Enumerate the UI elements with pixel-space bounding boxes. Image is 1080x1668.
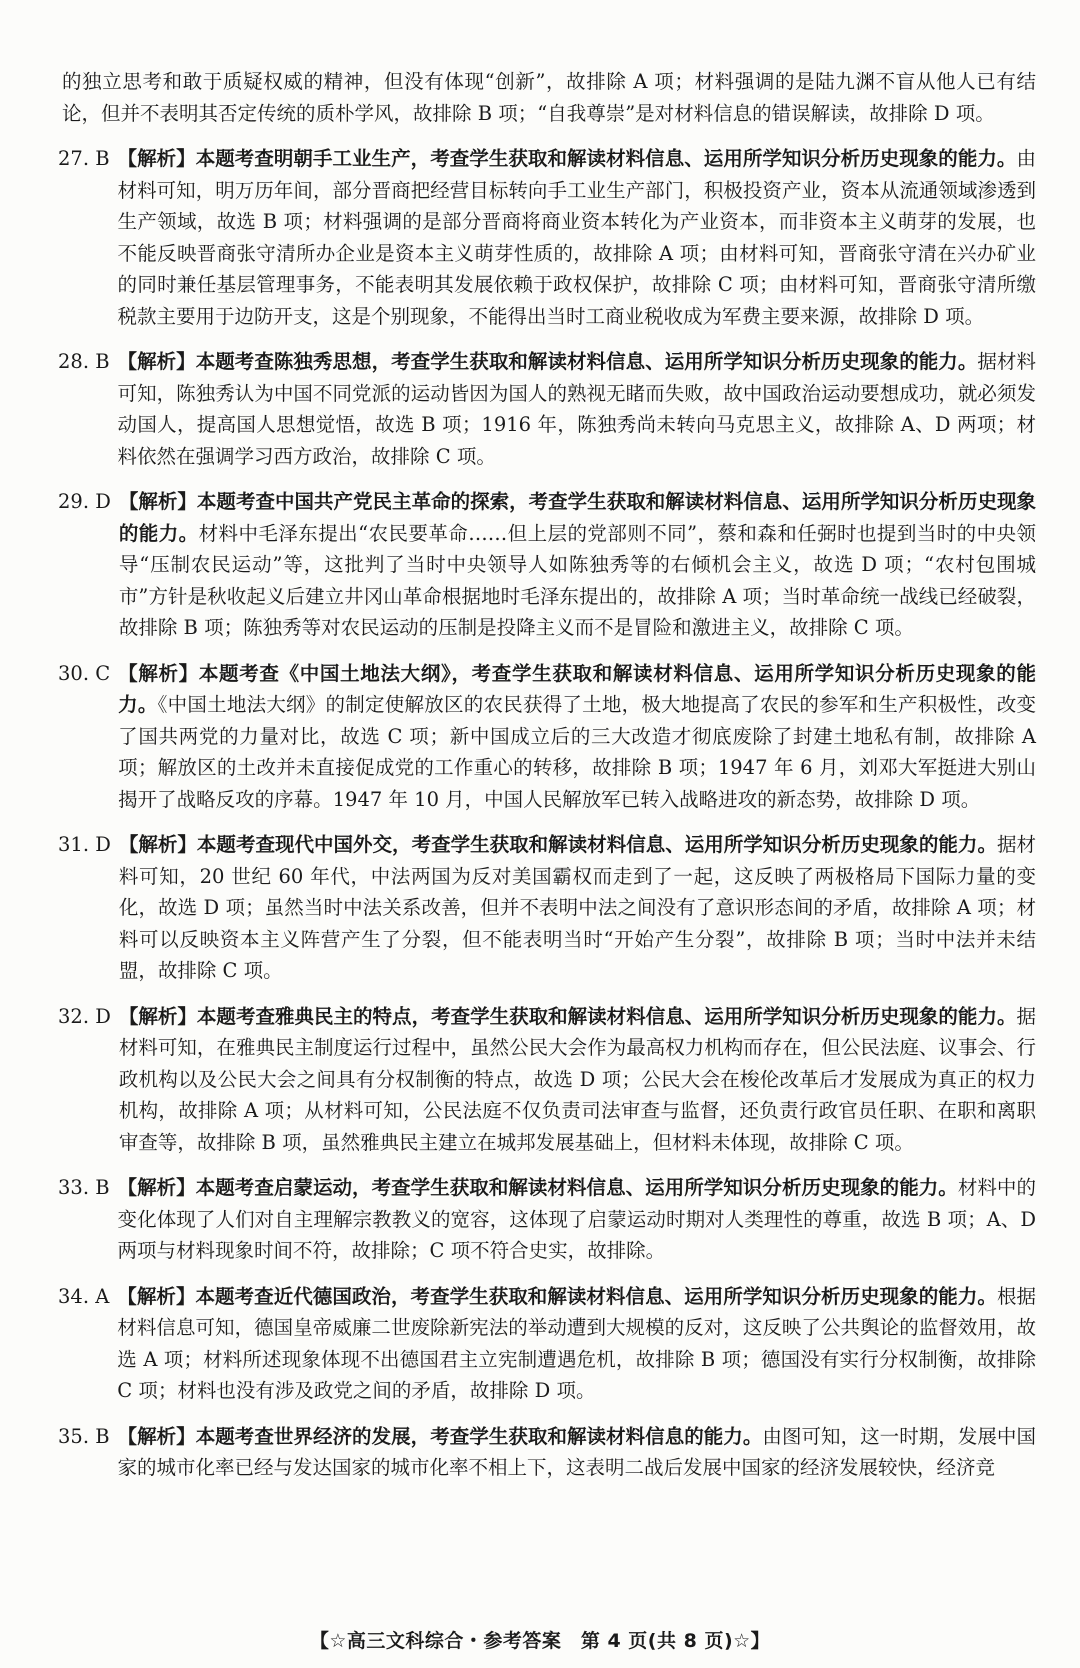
answer-body xyxy=(117,1281,1036,1407)
answer-number: 32. D xyxy=(58,1004,111,1028)
analysis-text: 材料中毛泽东提出“农民要革命……但上层的党部则不同”，蔡和森和任弼时也提到当时的中央领导“压制农民运动”等，这批判了当时中央领导人如陈独秀等的右倾机会主义，故选 D 项；“农村包围城市”方针是秋收起义后建立井冈山革命根据地时毛泽东提出的，故排除 A 项；当时革命统一战线已经破裂，故排除 B 项；陈独秀等对农民运动的压制是投降主义而不是冒险和激进主义，故排除 C 项。 xyxy=(118,521,1036,639)
answer-body xyxy=(118,1172,1036,1267)
answer-body xyxy=(119,486,1036,644)
analysis-lead: 本题考查陈独秀思想，考查学生获取和解读材料信息、运用所学知识分析历史现象的能力。 xyxy=(195,350,978,373)
answer-item xyxy=(58,143,1036,332)
analysis-lead: 本题考查中国共产党民主革命的探索，考查学生获取和解读材料信息、运用所学知识分析历史现象的能力。 xyxy=(118,490,1036,545)
analysis-tag: 【解析】 xyxy=(117,1424,196,1448)
answer-number: 34. A xyxy=(58,1284,110,1308)
analysis-text: 由材料可知，明万历年间，部分晋商把经营目标转向手工业生产部门，积极投资产业，资本从流通领域渗透到生产领域，故选 B 项；材料强调的是部分晋商将商业资本转化为产业资本，而非资本主义萌芽的发展，也不能反映晋商张守清所办企业是资本主义萌芽性质的，故排除 A 项；由材料可知，晋商张守清在兴办矿业的同时兼任基层管理事务，不能表明其发展依赖于政权保护，故排除 C 项；由材料可知，晋商张守清所缴税款主要用于边防开支，这是个别现象，不能得出当时工商业税收成为军费主要来源，故排除 D 项。 xyxy=(117,147,1036,328)
analysis-lead: 本题考查雅典民主的特点，考查学生获取和解读材料信息、运用所学知识分析历史现象的能力。 xyxy=(196,1004,1017,1028)
answer-body xyxy=(119,1001,1036,1159)
answer-item xyxy=(58,486,1036,644)
answer-number: 33. B xyxy=(58,1176,110,1199)
analysis-tag: 【解析】 xyxy=(118,1004,197,1028)
answer-item xyxy=(58,1421,1036,1484)
analysis-tag: 【解析】 xyxy=(117,147,196,170)
analysis-text: 《中国土地法大纲》的制定使解放区的农民获得了土地，极大地提高了农民的参军和生产积极性，改变了国共两党的力量对比，故选 C 项；新中国成立后的三大改造才彻底废除了封建土地私有制，故排除 A 项；解放区的土改并未直接促成党的工作重心的转移，故排除 B 项；1947 年 6 月，刘邓大军挺进大别山揭开了战略反攻的序幕。1947 年 10 月，中国人民解放军已转入战略进攻的新态势，故排除 D 项。 xyxy=(118,693,1036,811)
analysis-lead: 本题考查明朝手工业生产，考查学生获取和解读材料信息、运用所学知识分析历史现象的能力。 xyxy=(195,147,1017,170)
answer-body xyxy=(119,829,1036,987)
analysis-tag: 【解析】 xyxy=(117,1284,196,1308)
answer-item xyxy=(58,829,1036,987)
answer-item xyxy=(58,1172,1036,1267)
answer-number: 35. B xyxy=(58,1424,110,1448)
answer-body xyxy=(118,658,1036,816)
page-footer: 【☆高三文科综合・参考答案 第 4 页(共 8 页)☆】 xyxy=(309,1630,771,1652)
answer-number: 30. C xyxy=(58,661,111,685)
analysis-text: 据材料可知，在雅典民主制度运行过程中，虽然公民大会作为最高权力机构而存在，但公民法庭、议事会、行政机构以及公民大会之间具有分权制衡的特点，故选 D 项；公民大会在梭伦改革后才发展成为真正的权力机构，故排除 A 项；从材料可知，公民法庭不仅负责司法审查与监督，还负责行政官员任职、在职和离职审查等，故排除 B 项，虽然雅典民主建立在城邦发展基础上，但材料未体现，故排除 C 项。 xyxy=(118,1004,1036,1154)
answer-number: 31. D xyxy=(58,833,111,856)
analysis-text: 材料中的变化体现了人们对自主理解宗教教义的宽容，这体现了启蒙运动时期对人类理性的尊重，故选 B 项；A、D 两项与材料现象时间不符，故排除；C 项不符合史实，故排除。 xyxy=(117,1176,1036,1262)
analysis-tag: 【解析】 xyxy=(117,350,196,373)
analysis-text: 根据材料信息可知，德国皇帝威廉二世废除新宪法的举动遭到大规模的反对，这反映了公共舆论的监督效用，故选 A 项；材料所述现象体现不出德国君主立宪制遭遇危机，故排除 B 项；德国没有实行分权制衡，故排除 C 项；材料也没有涉及政党之间的矛盾，故排除 D 项。 xyxy=(117,1284,1036,1402)
analysis-text: 据材料可知，陈独秀认为中国不同党派的运动皆因为国人的熟视无睹而失败，故中国政治运动要想成功，就必须发动国人，提高国人思想觉悟，故选 B 项；1916 年，陈独秀尚未转向马克思主义，故排除 A、D 两项；材料依然在强调学习西方政治，故排除 C 项。 xyxy=(117,350,1036,468)
analysis-lead: 本题考查近代德国政治，考查学生获取和解读材料信息、运用所学知识分析历史现象的能力。 xyxy=(195,1284,997,1308)
answer-body xyxy=(118,1421,1036,1484)
analysis-tag: 【解析】 xyxy=(118,661,199,685)
answer-item xyxy=(58,1281,1036,1407)
analysis-lead: 本题考查启蒙运动，考查学生获取和解读材料信息、运用所学知识分析历史现象的能力。 xyxy=(195,1176,958,1199)
answer-list xyxy=(58,143,1036,1484)
analysis-tag: 【解析】 xyxy=(117,1176,196,1199)
answer-body xyxy=(118,143,1036,332)
answer-item xyxy=(58,1001,1036,1159)
answer-body xyxy=(118,346,1036,472)
answer-number: 28. B xyxy=(58,350,110,373)
analysis-tag: 【解析】 xyxy=(118,833,197,856)
analysis-text: 据材料可知，20 世纪 60 年代，中法两国为反对美国霸权而走到了一起，这反映了两极格局下国际力量的变化，故选 D 项；虽然当时中法关系改善，但并不表明中法之间没有了意识形态间的矛盾，故排除 A 项；材料可以反映资本主义阵营产生了分裂，但不能表明当时“开始产生分裂”，故排除 B 项；当时中法并未结盟，故排除 C 项。 xyxy=(118,833,1036,982)
answer-item xyxy=(58,346,1036,472)
answer-number: 27. B xyxy=(58,147,110,170)
analysis-lead: 本题考查《中国土地法大纲》，考查学生获取和解读材料信息、运用所学知识分析历史现象的能力。 xyxy=(118,661,1036,716)
analysis-tag: 【解析】 xyxy=(118,490,197,513)
answer-item xyxy=(58,658,1036,816)
continued-paragraph: 的独立思考和敢于质疑权威的精神，但没有体现“创新”，故排除 A 项；材料强调的是陆九渊不盲从他人已有结论，但并不表明其否定传统的质朴学风，故排除 B 项；“自我尊崇”是对材料信息的错误解读，故排除 D 项。 xyxy=(62,70,1036,125)
answer-number: 29. D xyxy=(58,490,111,513)
analysis-lead: 本题考查现代中国外交，考查学生获取和解读材料信息、运用所学知识分析历史现象的能力。 xyxy=(196,833,997,856)
analysis-lead: 本题考查世界经济的发展，考查学生获取和解读材料信息的能力。 xyxy=(195,1424,763,1448)
analysis-text: 由图可知，这一时期，发展中国家的城市化率已经与发达国家的城市化率不相上下，这表明二战后发展中国家的经济发展较快，经济竞 xyxy=(117,1424,1036,1479)
